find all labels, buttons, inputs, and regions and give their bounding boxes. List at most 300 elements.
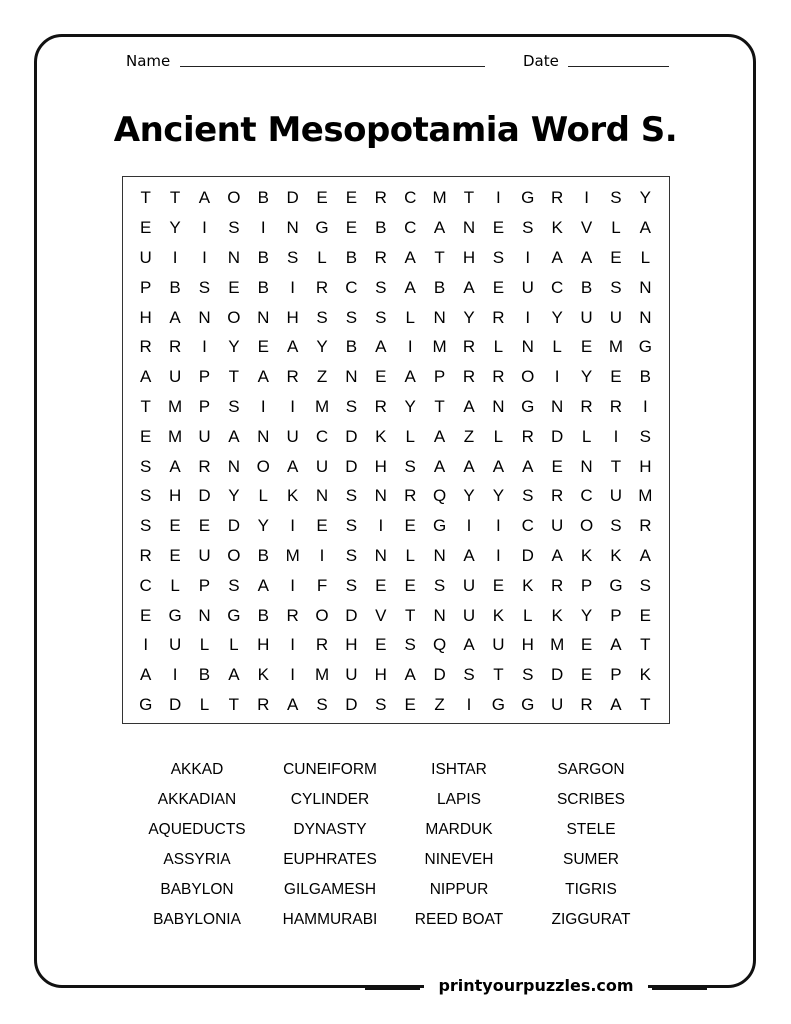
grid-letter[interactable]: M — [608, 337, 624, 357]
grid-letter[interactable]: N — [198, 605, 211, 625]
grid-letter[interactable]: N — [580, 456, 593, 476]
grid-letter[interactable]: N — [551, 396, 564, 416]
grid-letter[interactable]: B — [345, 247, 358, 267]
grid-letter[interactable]: H — [462, 247, 476, 267]
grid-letter[interactable]: U — [551, 694, 564, 714]
grid-letter[interactable]: N — [257, 307, 270, 327]
grid-letter[interactable]: E — [375, 575, 387, 595]
grid-letter[interactable]: I — [290, 635, 296, 655]
grid-letter[interactable]: M — [432, 337, 447, 357]
grid-letter[interactable]: S — [522, 218, 534, 238]
grid-letter[interactable]: Y — [169, 218, 181, 238]
grid-letter[interactable]: L — [405, 426, 415, 446]
grid-letter[interactable]: E — [198, 516, 211, 536]
grid-letter[interactable]: K — [522, 575, 534, 595]
grid-letter[interactable]: M — [168, 396, 183, 416]
grid-letter[interactable]: D — [551, 426, 564, 446]
grid-letter[interactable]: C — [345, 277, 358, 297]
grid-letter[interactable]: T — [610, 456, 622, 476]
grid-letter[interactable]: B — [257, 247, 269, 267]
grid-letter[interactable]: B — [169, 277, 181, 297]
grid-letter[interactable]: S — [228, 575, 240, 595]
grid-letter[interactable]: O — [521, 367, 535, 387]
grid-letter[interactable]: E — [375, 367, 387, 387]
grid-letter[interactable]: A — [198, 188, 211, 208]
grid-letter[interactable]: D — [198, 486, 211, 506]
grid-letter[interactable]: A — [463, 396, 475, 416]
grid-letter[interactable]: D — [433, 665, 446, 685]
grid-letter[interactable]: E — [140, 605, 152, 625]
grid-letter[interactable]: D — [227, 516, 240, 536]
grid-letter[interactable]: K — [375, 426, 387, 446]
grid-letter[interactable]: R — [462, 367, 476, 387]
grid-letter[interactable]: D — [168, 694, 182, 714]
name-field-line[interactable] — [180, 66, 485, 67]
grid-letter[interactable]: A — [492, 456, 505, 476]
grid-letter[interactable]: R — [492, 367, 505, 387]
grid-letter[interactable]: E — [404, 516, 416, 536]
grid-letter[interactable]: S — [345, 545, 358, 565]
grid-letter[interactable]: S — [375, 307, 387, 327]
grid-letter[interactable]: R — [580, 396, 593, 416]
grid-letter[interactable]: A — [610, 694, 622, 714]
date-field-line[interactable] — [568, 66, 669, 67]
grid-letter[interactable]: A — [228, 426, 240, 446]
grid-letter[interactable]: S — [639, 575, 651, 595]
grid-letter[interactable]: Q — [432, 635, 447, 655]
grid-letter[interactable]: O — [227, 545, 241, 565]
grid-letter[interactable]: G — [168, 605, 182, 625]
grid-letter[interactable]: L — [258, 486, 268, 506]
grid-letter[interactable]: N — [374, 486, 387, 506]
grid-letter[interactable]: E — [492, 218, 505, 238]
grid-letter[interactable]: R — [609, 396, 623, 416]
grid-letter[interactable]: I — [290, 516, 296, 536]
grid-letter[interactable]: T — [140, 396, 151, 416]
grid-letter[interactable]: Y — [257, 516, 269, 536]
grid-letter[interactable]: I — [290, 396, 296, 416]
grid-letter[interactable]: Y — [228, 486, 240, 506]
grid-letter[interactable]: N — [433, 545, 446, 565]
grid-letter[interactable]: L — [229, 635, 239, 655]
grid-letter[interactable]: T — [434, 396, 445, 416]
grid-letter[interactable]: I — [496, 516, 501, 536]
grid-letter[interactable]: I — [290, 277, 296, 297]
grid-letter[interactable]: B — [639, 367, 651, 387]
grid-letter[interactable]: I — [554, 367, 560, 387]
grid-letter[interactable]: S — [198, 277, 211, 297]
grid-letter[interactable]: N — [433, 605, 446, 625]
grid-letter[interactable]: N — [257, 426, 270, 446]
grid-letter[interactable]: A — [639, 218, 651, 238]
grid-letter[interactable]: A — [257, 367, 269, 387]
grid-letter[interactable]: R — [551, 486, 564, 506]
grid-letter[interactable]: Z — [434, 694, 445, 714]
grid-letter[interactable]: U — [580, 307, 593, 327]
grid-letter[interactable]: E — [492, 277, 505, 297]
grid-letter[interactable]: R — [551, 188, 564, 208]
grid-letter[interactable]: E — [492, 575, 505, 595]
grid-letter[interactable]: K — [580, 545, 593, 565]
grid-letter[interactable]: K — [551, 605, 563, 625]
grid-letter[interactable]: A — [257, 575, 269, 595]
grid-letter[interactable]: Y — [404, 396, 416, 416]
grid-letter[interactable]: I — [143, 635, 149, 655]
grid-letter[interactable]: S — [610, 516, 622, 536]
grid-letter[interactable]: Z — [463, 426, 475, 446]
grid-letter[interactable]: U — [492, 635, 505, 655]
grid-letter[interactable]: P — [433, 367, 446, 387]
grid-letter[interactable]: B — [257, 188, 269, 208]
grid-letter[interactable]: L — [405, 545, 415, 565]
grid-letter[interactable]: B — [375, 218, 387, 238]
grid-letter[interactable]: R — [492, 307, 505, 327]
grid-letter[interactable]: R — [286, 605, 299, 625]
grid-letter[interactable]: N — [492, 396, 505, 416]
grid-letter[interactable]: V — [580, 218, 593, 238]
grid-letter[interactable]: S — [492, 247, 505, 267]
grid-letter[interactable]: P — [610, 665, 622, 685]
grid-letter[interactable]: L — [199, 635, 210, 655]
grid-letter[interactable]: R — [139, 337, 152, 357]
grid-letter[interactable]: A — [610, 635, 622, 655]
grid-letter[interactable]: G — [491, 694, 505, 714]
grid-letter[interactable]: N — [345, 367, 358, 387]
grid-letter[interactable]: E — [375, 635, 387, 655]
grid-letter[interactable]: B — [257, 605, 269, 625]
grid-letter[interactable]: P — [580, 575, 593, 595]
grid-letter[interactable]: H — [286, 307, 299, 327]
grid-letter[interactable]: U — [551, 516, 564, 536]
grid-letter[interactable]: S — [404, 456, 416, 476]
grid-letter[interactable]: H — [374, 665, 387, 685]
grid-letter[interactable]: R — [580, 694, 593, 714]
grid-letter[interactable]: E — [580, 635, 593, 655]
grid-letter[interactable]: E — [580, 665, 593, 685]
grid-letter[interactable]: S — [610, 277, 622, 297]
grid-letter[interactable]: A — [433, 456, 446, 476]
grid-letter[interactable]: N — [198, 307, 211, 327]
grid-letter[interactable]: R — [639, 516, 652, 536]
grid-letter[interactable]: P — [198, 367, 211, 387]
grid-letter[interactable]: B — [433, 277, 446, 297]
grid-letter[interactable]: R — [521, 426, 534, 446]
grid-letter[interactable]: L — [640, 247, 651, 267]
grid-letter[interactable]: U — [521, 277, 534, 297]
grid-letter[interactable]: I — [525, 247, 531, 267]
grid-letter[interactable]: T — [140, 188, 151, 208]
grid-letter[interactable]: E — [404, 694, 416, 714]
grid-letter[interactable]: I — [496, 545, 501, 565]
grid-letter[interactable]: H — [168, 486, 182, 506]
grid-letter[interactable]: G — [521, 396, 535, 416]
grid-letter[interactable]: L — [552, 337, 562, 357]
grid-letter[interactable]: A — [404, 277, 416, 297]
grid-letter[interactable]: K — [492, 605, 505, 625]
grid-letter[interactable]: Y — [639, 188, 651, 208]
grid-letter[interactable]: E — [551, 456, 563, 476]
grid-letter[interactable]: B — [257, 545, 269, 565]
grid-letter[interactable]: U — [609, 307, 623, 327]
grid-letter[interactable]: P — [198, 575, 211, 595]
grid-letter[interactable]: L — [170, 575, 180, 595]
grid-letter[interactable]: G — [521, 188, 535, 208]
grid-letter[interactable]: A — [286, 456, 299, 476]
grid-letter[interactable]: G — [315, 218, 329, 238]
grid-letter[interactable]: C — [580, 486, 593, 506]
grid-letter[interactable]: D — [345, 456, 358, 476]
grid-letter[interactable]: S — [463, 665, 475, 685]
grid-letter[interactable]: G — [139, 694, 153, 714]
grid-letter[interactable]: N — [639, 307, 652, 327]
grid-letter[interactable]: I — [319, 545, 325, 565]
grid-letter[interactable]: S — [286, 247, 299, 267]
grid-letter[interactable]: K — [286, 486, 299, 506]
grid-letter[interactable]: A — [375, 337, 387, 357]
grid-letter[interactable]: U — [139, 247, 152, 267]
grid-letter[interactable]: I — [260, 396, 266, 416]
grid-letter[interactable]: T — [640, 635, 651, 655]
grid-letter[interactable]: Y — [316, 337, 328, 357]
grid-letter[interactable]: B — [580, 277, 593, 297]
grid-letter[interactable]: R — [139, 545, 152, 565]
grid-letter[interactable]: I — [202, 218, 207, 238]
grid-letter[interactable]: U — [609, 486, 623, 506]
grid-letter[interactable]: U — [198, 426, 211, 446]
grid-letter[interactable]: H — [374, 456, 387, 476]
grid-letter[interactable]: S — [316, 307, 328, 327]
grid-letter[interactable]: R — [315, 635, 329, 655]
grid-letter[interactable]: S — [345, 516, 358, 536]
grid-letter[interactable]: I — [202, 337, 207, 357]
grid-letter[interactable]: K — [257, 665, 269, 685]
grid-letter[interactable]: P — [198, 396, 211, 416]
grid-letter[interactable]: I — [584, 188, 589, 208]
grid-letter[interactable]: H — [345, 635, 358, 655]
grid-letter[interactable]: C — [521, 516, 534, 536]
grid-letter[interactable]: A — [140, 367, 152, 387]
grid-letter[interactable]: A — [140, 665, 152, 685]
grid-letter[interactable]: A — [404, 367, 416, 387]
grid-letter[interactable]: L — [199, 694, 210, 714]
grid-letter[interactable]: G — [227, 605, 241, 625]
grid-letter[interactable]: A — [463, 456, 475, 476]
grid-letter[interactable]: I — [525, 307, 531, 327]
grid-letter[interactable]: P — [140, 277, 152, 297]
grid-letter[interactable]: T — [228, 694, 240, 714]
grid-letter[interactable]: L — [493, 426, 504, 446]
grid-letter[interactable]: O — [227, 307, 241, 327]
grid-letter[interactable]: S — [140, 516, 152, 536]
grid-letter[interactable]: R — [168, 337, 182, 357]
grid-letter[interactable]: O — [579, 516, 594, 536]
grid-letter[interactable]: M — [432, 188, 447, 208]
grid-letter[interactable]: V — [375, 605, 387, 625]
grid-letter[interactable]: N — [639, 277, 652, 297]
grid-letter[interactable]: Y — [580, 367, 593, 387]
grid-letter[interactable]: K — [639, 665, 651, 685]
grid-letter[interactable]: M — [314, 665, 330, 685]
grid-letter[interactable]: R — [551, 575, 564, 595]
grid-letter[interactable]: H — [257, 635, 270, 655]
grid-letter[interactable]: S — [639, 426, 651, 446]
grid-letter[interactable]: N — [462, 218, 476, 238]
grid-letter[interactable]: T — [463, 188, 475, 208]
grid-letter[interactable]: N — [374, 545, 387, 565]
grid-letter[interactable]: U — [168, 367, 182, 387]
grid-letter[interactable]: L — [523, 605, 533, 625]
grid-letter[interactable]: A — [169, 307, 181, 327]
grid-letter[interactable]: Y — [492, 486, 505, 506]
grid-letter[interactable]: E — [610, 367, 622, 387]
grid-letter[interactable]: A — [286, 694, 299, 714]
grid-letter[interactable]: Y — [551, 307, 563, 327]
grid-letter[interactable]: S — [375, 277, 387, 297]
grid-letter[interactable]: S — [433, 575, 446, 595]
grid-letter[interactable]: A — [169, 456, 181, 476]
grid-letter[interactable]: A — [228, 665, 240, 685]
grid-letter[interactable]: S — [345, 486, 358, 506]
grid-letter[interactable]: I — [172, 665, 178, 685]
grid-letter[interactable]: E — [345, 188, 358, 208]
grid-letter[interactable]: G — [638, 337, 652, 357]
grid-letter[interactable]: I — [407, 337, 413, 357]
grid-letter[interactable]: E — [580, 337, 593, 357]
grid-letter[interactable]: I — [496, 188, 501, 208]
grid-letter[interactable]: N — [286, 218, 299, 238]
grid-letter[interactable]: A — [433, 218, 446, 238]
grid-letter[interactable]: A — [463, 277, 475, 297]
grid-letter[interactable]: A — [404, 247, 416, 267]
grid-letter[interactable]: G — [609, 575, 623, 595]
grid-letter[interactable]: S — [345, 396, 358, 416]
grid-letter[interactable]: Y — [463, 486, 475, 506]
grid-letter[interactable]: E — [169, 545, 181, 565]
grid-letter[interactable]: Y — [463, 307, 475, 327]
grid-letter[interactable]: S — [140, 456, 152, 476]
grid-letter[interactable]: M — [285, 545, 300, 565]
grid-letter[interactable]: P — [610, 605, 622, 625]
grid-letter[interactable]: T — [405, 605, 416, 625]
grid-letter[interactable]: E — [228, 277, 240, 297]
grid-letter[interactable]: M — [638, 486, 653, 506]
grid-letter[interactable]: R — [286, 367, 299, 387]
grid-letter[interactable]: C — [551, 277, 564, 297]
grid-letter[interactable]: U — [168, 635, 182, 655]
grid-letter[interactable]: I — [466, 694, 472, 714]
grid-letter[interactable]: E — [610, 247, 622, 267]
grid-letter[interactable]: T — [434, 247, 445, 267]
grid-letter[interactable]: E — [169, 516, 181, 536]
grid-letter[interactable]: A — [463, 545, 475, 565]
grid-letter[interactable]: E — [404, 575, 416, 595]
grid-letter[interactable]: Q — [432, 486, 447, 506]
grid-letter[interactable]: A — [551, 545, 563, 565]
grid-letter[interactable]: L — [581, 426, 592, 446]
grid-letter[interactable]: T — [169, 188, 181, 208]
grid-letter[interactable]: B — [345, 337, 358, 357]
grid-letter[interactable]: B — [257, 277, 269, 297]
grid-letter[interactable]: R — [404, 486, 417, 506]
grid-letter[interactable]: S — [522, 665, 534, 685]
grid-letter[interactable]: S — [140, 486, 152, 506]
grid-letter[interactable]: U — [345, 665, 358, 685]
grid-letter[interactable]: I — [290, 665, 296, 685]
grid-letter[interactable]: E — [639, 605, 651, 625]
grid-letter[interactable]: I — [290, 575, 296, 595]
grid-letter[interactable]: U — [462, 575, 476, 595]
grid-letter[interactable]: C — [404, 218, 417, 238]
grid-letter[interactable]: O — [315, 605, 329, 625]
grid-letter[interactable]: R — [374, 396, 387, 416]
grid-letter[interactable]: D — [521, 545, 534, 565]
grid-letter[interactable]: N — [227, 456, 240, 476]
grid-letter[interactable]: S — [228, 218, 240, 238]
grid-letter[interactable]: A — [522, 456, 534, 476]
grid-letter[interactable]: I — [202, 247, 207, 267]
grid-letter[interactable]: F — [316, 575, 328, 595]
grid-letter[interactable]: D — [551, 665, 564, 685]
grid-letter[interactable]: A — [433, 426, 446, 446]
grid-letter[interactable]: M — [314, 396, 330, 416]
grid-letter[interactable]: G — [521, 694, 535, 714]
grid-letter[interactable]: N — [521, 337, 534, 357]
grid-letter[interactable]: I — [613, 426, 619, 446]
grid-letter[interactable]: L — [317, 247, 327, 267]
grid-letter[interactable]: I — [172, 247, 178, 267]
grid-letter[interactable]: L — [493, 337, 504, 357]
grid-letter[interactable]: S — [375, 694, 387, 714]
grid-letter[interactable]: G — [432, 516, 447, 536]
grid-letter[interactable]: Y — [228, 337, 240, 357]
grid-letter[interactable]: R — [374, 247, 387, 267]
grid-letter[interactable]: S — [316, 694, 328, 714]
grid-letter[interactable]: S — [345, 307, 358, 327]
grid-letter[interactable]: H — [639, 456, 652, 476]
grid-letter[interactable]: R — [374, 188, 387, 208]
grid-letter[interactable]: R — [462, 337, 476, 357]
grid-letter[interactable]: Z — [316, 367, 328, 387]
grid-letter[interactable]: D — [286, 188, 299, 208]
grid-letter[interactable]: I — [260, 218, 266, 238]
grid-letter[interactable]: E — [316, 188, 328, 208]
grid-letter[interactable]: U — [286, 426, 299, 446]
grid-letter[interactable]: C — [404, 188, 417, 208]
grid-letter[interactable]: D — [345, 605, 358, 625]
grid-letter[interactable]: M — [550, 635, 565, 655]
grid-letter[interactable]: N — [315, 486, 329, 506]
grid-letter[interactable]: E — [257, 337, 269, 357]
grid-letter[interactable]: B — [198, 665, 211, 685]
grid-letter[interactable]: E — [316, 516, 328, 536]
grid-letter[interactable]: A — [286, 337, 299, 357]
grid-letter[interactable]: T — [640, 694, 651, 714]
grid-letter[interactable]: S — [228, 396, 240, 416]
grid-letter[interactable]: R — [198, 456, 211, 476]
grid-letter[interactable]: I — [642, 396, 648, 416]
grid-letter[interactable]: L — [611, 218, 621, 238]
grid-letter[interactable]: D — [345, 694, 358, 714]
grid-letter[interactable]: K — [551, 218, 563, 238]
grid-letter[interactable]: U — [462, 605, 476, 625]
grid-letter[interactable]: S — [522, 486, 534, 506]
grid-letter[interactable]: S — [610, 188, 622, 208]
grid-letter[interactable]: T — [228, 367, 240, 387]
grid-letter[interactable]: E — [140, 218, 152, 238]
grid-letter[interactable]: A — [463, 635, 475, 655]
grid-letter[interactable]: S — [345, 575, 358, 595]
grid-letter[interactable]: U — [198, 545, 211, 565]
